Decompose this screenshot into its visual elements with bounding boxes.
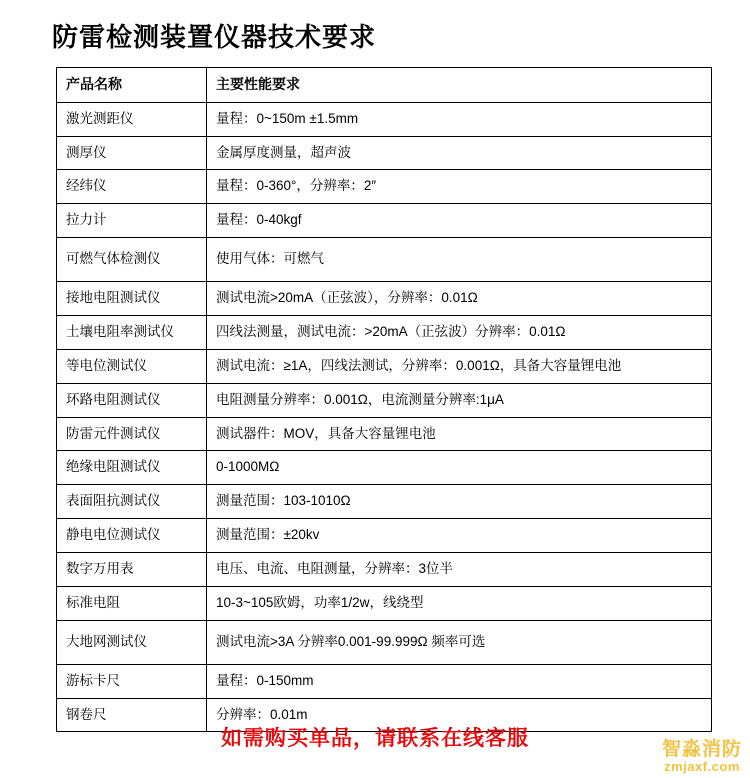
cell-performance: 量程：0~150m ±1.5mm (207, 102, 712, 136)
table-row (57, 620, 712, 664)
cell-product-name: 钢卷尺 (57, 698, 207, 732)
table-row (57, 451, 712, 485)
spec-table-container (0, 67, 750, 732)
table-row (57, 417, 712, 451)
cell-performance: 电阻测量分辨率：0.001Ω，电流测量分辨率:1μA (207, 383, 712, 417)
table-row (57, 170, 712, 204)
cell-performance: 测试器件：MOV，具备大容量锂电池 (207, 417, 712, 451)
table-row (57, 664, 712, 698)
table-row (57, 238, 712, 282)
cell-performance: 四线法测量，测试电流：>20mA（正弦波）分辨率：0.01Ω (207, 315, 712, 349)
cell-product-name: 数字万用表 (57, 553, 207, 587)
table-body (57, 102, 712, 732)
table-row (57, 204, 712, 238)
cell-product-name: 表面阻抗测试仪 (57, 485, 207, 519)
cell-product-name: 接地电阻测试仪 (57, 282, 207, 316)
table-row (57, 586, 712, 620)
column-header-performance: 主要性能要求 (207, 68, 712, 103)
cell-product-name: 标准电阻 (57, 586, 207, 620)
cell-performance: 量程：0-40kgf (207, 204, 712, 238)
table-row (57, 553, 712, 587)
table-row (57, 485, 712, 519)
cell-product-name: 绝缘电阻测试仪 (57, 451, 207, 485)
table-header (57, 68, 712, 103)
page-title: 防雷检测装置仪器技术要求 (52, 22, 377, 52)
cell-product-name: 等电位测试仪 (57, 349, 207, 383)
cell-product-name: 大地网测试仪 (57, 620, 207, 664)
cell-product-name: 土壤电阻率测试仪 (57, 315, 207, 349)
cell-performance: 量程：0-150mm (207, 664, 712, 698)
table-row (57, 519, 712, 553)
cell-product-name: 拉力计 (57, 204, 207, 238)
cell-product-name: 游标卡尺 (57, 664, 207, 698)
cell-performance: 测量范围：±20kv (207, 519, 712, 553)
cell-product-name: 经纬仪 (57, 170, 207, 204)
cell-product-name: 激光测距仪 (57, 102, 207, 136)
cell-performance: 量程：0-360°，分辨率：2″ (207, 170, 712, 204)
contact-service-note: 如需购买单品，请联系在线客服 (221, 727, 529, 750)
cell-product-name: 环路电阻测试仪 (57, 383, 207, 417)
cell-performance: 使用气体：可燃气 (207, 238, 712, 282)
cell-product-name: 可燃气体检测仪 (57, 238, 207, 282)
table-row (57, 349, 712, 383)
table-row (57, 383, 712, 417)
table-row (57, 282, 712, 316)
cell-performance: 0-1000MΩ (207, 451, 712, 485)
cell-performance: 测试电流>20mA（正弦波），分辨率：0.01Ω (207, 282, 712, 316)
cell-product-name: 静电电位测试仪 (57, 519, 207, 553)
table-row (57, 102, 712, 136)
table-header-row (57, 68, 712, 103)
spec-table (56, 67, 712, 732)
cell-product-name: 防雷元件测试仪 (57, 417, 207, 451)
cell-performance: 电压、电流、电阻测量，分辨率：3位半 (207, 553, 712, 587)
watermark (662, 740, 742, 774)
cell-performance: 分辨率：0.01m (207, 698, 712, 732)
cell-performance: 金属厚度测量，超声波 (207, 136, 712, 170)
watermark-brand: 智淼消防 (661, 739, 742, 761)
cell-performance: 10-3~105欧姆，功率1/2w，线绕型 (207, 586, 712, 620)
table-row (57, 315, 712, 349)
table-row (57, 136, 712, 170)
cell-performance: 测量范围：103-1010Ω (207, 485, 712, 519)
cell-performance: 测试电流：≥1A，四线法测试，分辨率：0.001Ω，具备大容量锂电池 (207, 349, 712, 383)
cell-product-name: 测厚仪 (57, 136, 207, 170)
watermark-site: zmjaxf.com (664, 759, 740, 775)
cell-performance: 测试电流>3A 分辨率0.001-99.999Ω 频率可选 (207, 620, 712, 664)
column-header-product-name: 产品名称 (57, 68, 207, 103)
